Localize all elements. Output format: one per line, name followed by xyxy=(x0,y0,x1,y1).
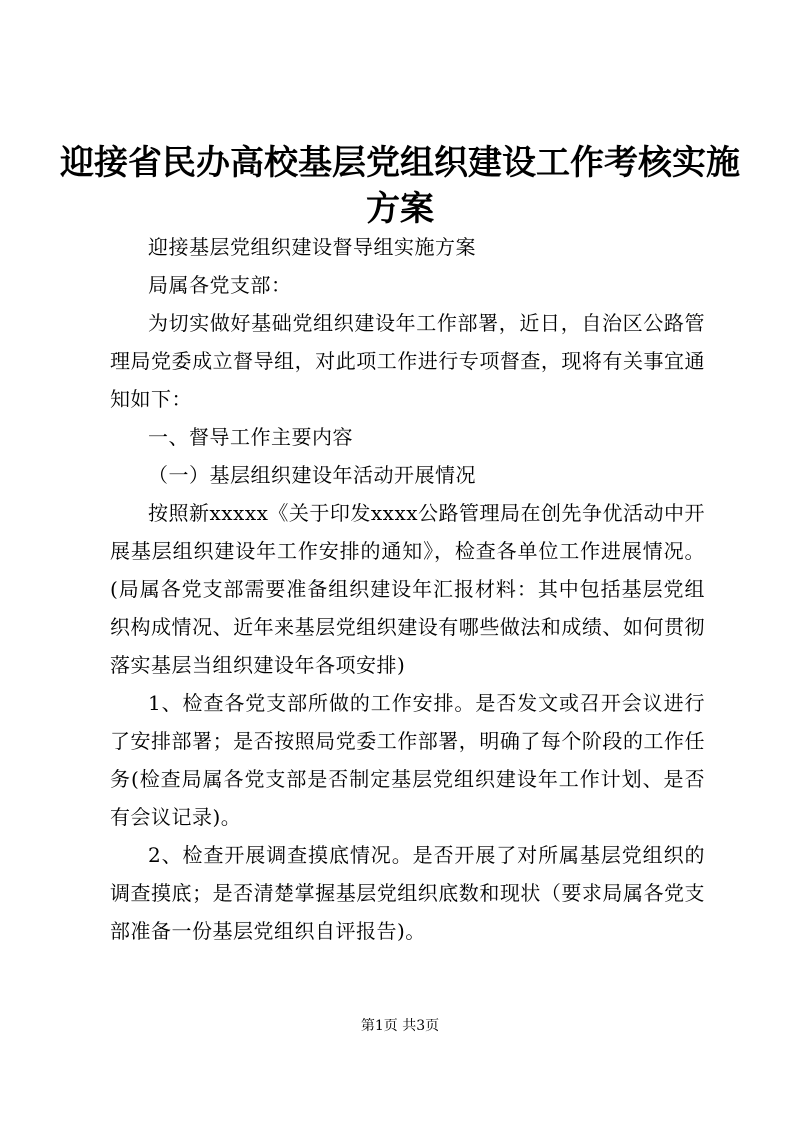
document-body xyxy=(110,228,705,950)
list-item-1: 1、检查各党支部所做的工作安排。是否发文或召开会议进行了安排部署；是否按照局党委工作部署，明确了每个阶段的工作任务(检查局属各党支部是否制定基层党组织建设年工作计划、是否有会议记录)。 xyxy=(110,691,705,829)
paragraph-body: 按照新xxxxx《关于印发xxxx公路管理局在创先争优活动中开展基层组织建设年工作安排的通知》，检查各单位工作进展情况。(局属各党支部需要准备组织建设年汇报材料：其中包括基层党组织构成情况、近年来基层党组织建设有哪些做法和成绩、如何贯彻落实基层当组织建设年各项安排) xyxy=(110,501,706,677)
title-line-1: 迎接省民办高校基层党组织建设工作考核实施 xyxy=(60,143,740,183)
page-footer: 第1页 共3页 xyxy=(360,1018,440,1034)
title-line-2: 方案 xyxy=(366,189,434,229)
paragraph-intro: 为切实做好基础党组织建设年工作部署，近日，自治区公路管理局党委成立督导组，对此项工作进行专项督查，现将有关事宜通知如下： xyxy=(110,311,705,411)
subsection-heading: （一）基层组织建设年活动开展情况 xyxy=(148,463,476,487)
paragraph-salutation: 局属各党支部： xyxy=(148,273,292,297)
list-item-2: 2、检查开展调查摸底情况。是否开展了对所属基层党组织的调查摸底；是否清楚掌握基层党组织底数和现状（要求局属各党支部准备一份基层党组织自评报告)。 xyxy=(110,843,705,943)
section-heading: 一、督导工作主要内容 xyxy=(148,425,353,449)
paragraph-subtitle: 迎接基层党组织建设督导组实施方案 xyxy=(148,235,476,259)
document-title xyxy=(0,140,800,232)
